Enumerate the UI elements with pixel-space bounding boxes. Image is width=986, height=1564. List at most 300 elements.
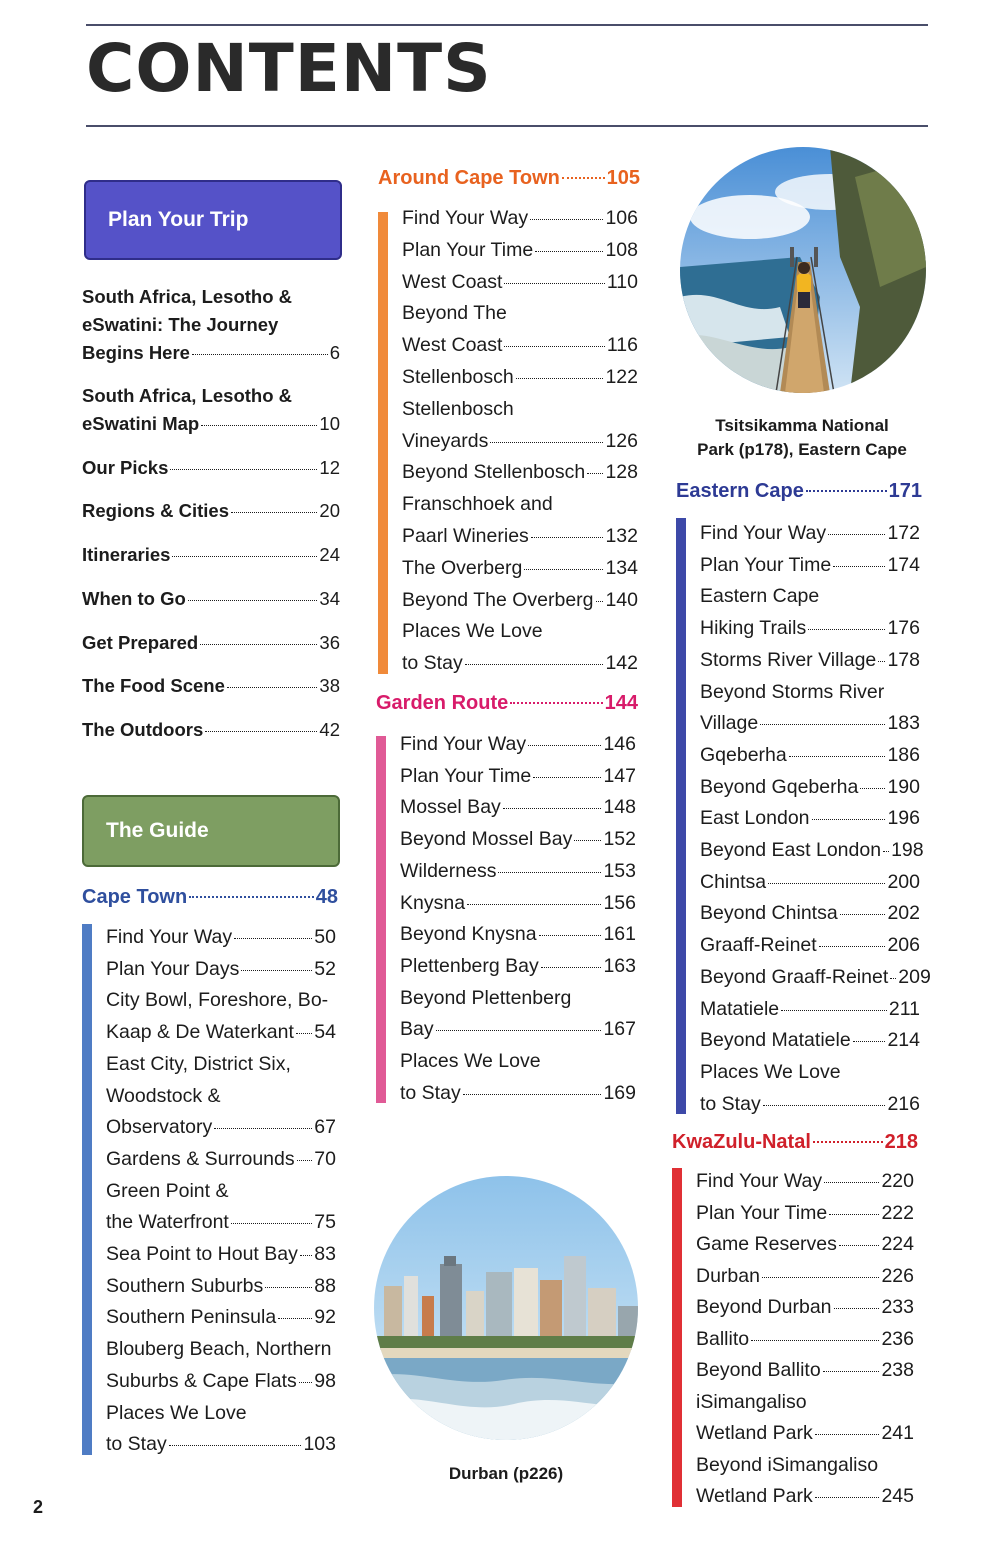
section-title: Garden Route (376, 692, 509, 714)
toc-entry (106, 1144, 336, 1176)
toc-entry (696, 1292, 914, 1324)
page-ref: 24 (319, 544, 340, 565)
page-number: 2 (33, 1497, 44, 1517)
page-ref: 6 (329, 342, 340, 363)
toc-entry (402, 298, 638, 362)
leader-dots (530, 219, 603, 220)
leader-dots (860, 788, 885, 789)
entry-title: Plan Your Time (700, 553, 832, 576)
page-ref: 241 (881, 1422, 914, 1444)
plan-item (82, 454, 340, 482)
page-ref: 38 (319, 675, 340, 696)
suspension-bridge-image (680, 147, 926, 393)
leader-dots (201, 425, 317, 426)
page-ref: 196 (887, 807, 920, 830)
plan-item (82, 672, 340, 700)
page-ref: 214 (887, 1029, 920, 1052)
entry-title: Places We Love (106, 1401, 247, 1424)
entry-title: Southern Peninsula (106, 1306, 277, 1329)
entry-title: Game Reserves (696, 1233, 837, 1255)
toc-entry (700, 867, 920, 899)
toc-entry (400, 761, 636, 793)
leader-dots (297, 1160, 313, 1161)
entry-title: Plettenberg Bay (400, 954, 539, 977)
leader-dots (436, 1030, 602, 1031)
page-ref: 200 (887, 870, 920, 893)
entry-title: Beyond Stellenbosch (402, 461, 586, 484)
section-title: Eastern Cape (676, 480, 804, 502)
toc-entry (400, 824, 636, 856)
page-ref: 202 (887, 902, 920, 925)
leader-dots (562, 177, 605, 179)
entry-title: Stellenbosch (402, 397, 514, 420)
toc-entry (700, 740, 920, 772)
page-ref: 75 (314, 1211, 336, 1234)
entry-title: Southern Suburbs (106, 1274, 264, 1297)
page-ref: 42 (319, 719, 340, 740)
page-ref: 186 (887, 743, 920, 766)
leader-dots (762, 1277, 879, 1278)
plan-item (82, 629, 340, 657)
page-ref: 238 (881, 1359, 914, 1381)
leader-dots (763, 1105, 886, 1106)
leader-dots (528, 745, 601, 746)
entry-title: Beyond iSimangaliso (696, 1453, 879, 1476)
entry-title: Suburbs & Cape Flats (106, 1369, 297, 1392)
entry-title: Bay (400, 1018, 434, 1041)
page-ref: 209 (898, 965, 931, 988)
entry-title: Kaap & De Waterkant (106, 1021, 294, 1044)
toc-entry (700, 994, 920, 1026)
entry-title: Chintsa (700, 870, 767, 893)
entry-title: City Bowl, Foreshore, Bo- (106, 989, 329, 1012)
entry-title: Find Your Way (106, 926, 233, 948)
toc-entry (106, 1398, 336, 1461)
title-rule (86, 125, 928, 127)
entry-title: Beyond Knysna (400, 923, 537, 946)
toc-entry (700, 835, 924, 867)
toc-entry (402, 267, 638, 299)
section-title: Around Cape Town (378, 167, 560, 189)
leader-dots (760, 724, 885, 725)
section-page: 218 (884, 1131, 918, 1153)
leader-dots (265, 1287, 312, 1288)
page-ref: 167 (603, 1018, 636, 1041)
toc-entry (696, 1261, 914, 1293)
entry-title: Observatory (106, 1116, 213, 1139)
section-heading (378, 167, 640, 190)
entry-title: Hiking Trails (700, 617, 807, 640)
leader-dots (299, 1382, 313, 1383)
entry-title: to Stay (400, 1081, 461, 1104)
page-ref: 146 (603, 733, 636, 755)
page-ref: 176 (887, 617, 920, 640)
leader-dots (205, 731, 317, 732)
leader-dots (823, 1371, 880, 1372)
entry-title: Wilderness (400, 859, 497, 882)
entry-title: Beyond Graaff-Reinet (700, 965, 889, 988)
leader-dots (504, 346, 604, 347)
toc-entry (696, 1387, 914, 1450)
entry-title: Beyond East London (700, 839, 882, 861)
page-ref: 163 (603, 954, 636, 977)
toc-entry (402, 235, 638, 267)
entry-title: The Overberg (402, 556, 523, 579)
toc-entry (400, 729, 636, 761)
page-ref: 236 (881, 1327, 914, 1350)
entry-title: eSwatini: The Journey (82, 314, 279, 335)
page-ref: 222 (881, 1201, 914, 1224)
toc-entry (700, 581, 920, 644)
section-heading (82, 886, 338, 909)
entry-title: West Coast (402, 334, 503, 357)
page-ref: 132 (605, 524, 638, 547)
toc-entry (696, 1355, 914, 1387)
page-ref: 147 (603, 764, 636, 787)
page-ref: 126 (605, 429, 638, 452)
leader-dots (535, 251, 603, 252)
leader-dots (463, 1094, 602, 1095)
section-color-bar (82, 924, 92, 1455)
leader-dots (789, 756, 886, 757)
entry-title: to Stay (106, 1433, 167, 1456)
leader-dots (806, 490, 887, 492)
entry-title: Beyond Storms River (700, 680, 885, 703)
page-ref: 216 (887, 1092, 920, 1115)
page-ref: 172 (887, 522, 920, 544)
page-ref: 140 (605, 588, 638, 611)
toc-entry (106, 1239, 336, 1271)
entry-title: Plan Your Time (696, 1201, 828, 1224)
section-color-bar (676, 518, 686, 1114)
toc-entry (400, 951, 636, 983)
page-ref: 10 (319, 413, 340, 434)
toc-entry (106, 1302, 336, 1334)
entry-title: Beyond Ballito (696, 1359, 821, 1381)
entry-title: East London (700, 807, 810, 830)
leader-dots (781, 1010, 887, 1011)
entry-title: Paarl Wineries (402, 524, 529, 547)
leader-dots (227, 687, 318, 688)
toc-entry (402, 616, 638, 680)
page-ref: 128 (605, 461, 638, 484)
page-ref: 156 (603, 891, 636, 914)
entry-title: Beyond Durban (696, 1296, 832, 1318)
leader-dots (300, 1255, 312, 1256)
entry-title: Find Your Way (400, 733, 527, 755)
entry-title: Plan Your Time (402, 238, 534, 261)
section-title: KwaZulu-Natal (672, 1131, 811, 1153)
plan-item (82, 716, 340, 744)
page-ref: 220 (881, 1170, 914, 1192)
toc-entry (402, 203, 638, 235)
toc-entry (402, 457, 638, 489)
leader-dots (834, 1308, 880, 1309)
entry-title: Beyond Matatiele (700, 1029, 851, 1052)
toc-entry (700, 1025, 920, 1057)
top-rule (86, 24, 928, 26)
page-ref: 50 (314, 926, 336, 948)
entry-title: Mossel Bay (400, 796, 501, 819)
leader-dots (200, 644, 317, 645)
entry-title: Get Prepared (82, 632, 199, 653)
leader-dots (833, 566, 885, 567)
entry-title: Beyond Plettenberg (400, 986, 572, 1009)
leader-dots (498, 872, 601, 873)
page-ref: 183 (887, 712, 920, 735)
toc-entry (700, 898, 920, 930)
toc-entry (106, 1271, 336, 1303)
page-ref: 36 (319, 632, 340, 653)
page-ref: 34 (319, 588, 340, 609)
entry-title: Blouberg Beach, Northern (106, 1338, 332, 1361)
leader-dots (169, 1445, 302, 1446)
toc-entry (106, 985, 336, 1048)
leader-dots (296, 1033, 312, 1034)
leader-dots (231, 1223, 312, 1224)
entry-title: South Africa, Lesotho & (82, 385, 293, 406)
entry-title: Wetland Park (696, 1422, 813, 1444)
page-ref: 233 (881, 1296, 914, 1318)
page-ref: 245 (881, 1485, 914, 1507)
toc-entry (400, 856, 636, 888)
page-ref: 20 (319, 500, 340, 521)
leader-dots (504, 283, 604, 284)
toc-entry (402, 394, 638, 458)
leader-dots (510, 702, 602, 704)
caption-line: Tsitsikamma National (715, 416, 889, 435)
section-heading (676, 480, 922, 503)
durban-caption (380, 1462, 632, 1486)
page-ref: 152 (603, 828, 636, 851)
entry-title: Stellenbosch (402, 366, 514, 388)
entry-title: Beyond Mossel Bay (400, 828, 573, 851)
section-color-bar (376, 736, 386, 1103)
entry-title: Places We Love (700, 1060, 841, 1083)
entry-title: West Coast (402, 270, 503, 293)
entry-title: Itineraries (82, 544, 171, 565)
caption-line: Park (p178), Eastern Cape (697, 440, 907, 459)
section-title: Cape Town (82, 886, 188, 908)
leader-dots (839, 1245, 880, 1246)
entry-title: the Waterfront (106, 1211, 229, 1234)
plan-your-trip-box: Plan Your Trip (84, 180, 342, 260)
durban-skyline-image (374, 1176, 638, 1440)
toc-entry (700, 803, 920, 835)
leader-dots (587, 473, 603, 474)
leader-dots (531, 537, 604, 538)
entry-title: to Stay (402, 652, 463, 675)
entry-title: Find Your Way (696, 1170, 823, 1192)
plan-item (82, 541, 340, 569)
page-ref: 148 (603, 796, 636, 819)
section-heading (376, 692, 638, 715)
leader-dots (768, 883, 885, 884)
entry-title: Village (700, 712, 759, 735)
page-ref: 108 (605, 238, 638, 261)
entry-title: Beyond Chintsa (700, 902, 838, 925)
leader-dots (234, 938, 312, 939)
page-ref: 134 (605, 556, 638, 579)
entry-title: Beyond The (402, 302, 507, 325)
entry-title: Places We Love (402, 620, 543, 643)
toc-entry (700, 962, 931, 994)
entry-title: Sea Point to Hout Bay (106, 1243, 298, 1265)
leader-dots (883, 851, 889, 852)
toc-entry (696, 1229, 914, 1261)
entry-title: Wetland Park (696, 1485, 813, 1507)
tsitsikamma-caption (682, 414, 922, 462)
leader-dots (815, 1497, 880, 1498)
toc-entry (400, 919, 636, 951)
entry-title: Vineyards (402, 429, 489, 452)
page-ref: 12 (319, 457, 340, 478)
toc-entry (696, 1166, 914, 1198)
toc-entry (700, 772, 920, 804)
leader-dots (490, 442, 603, 443)
page-ref: 174 (887, 553, 920, 576)
entry-title: Matatiele (700, 997, 780, 1020)
page-ref: 161 (603, 923, 636, 946)
page-ref: 178 (887, 648, 920, 671)
toc-entry (400, 1046, 636, 1109)
toc-entry (400, 983, 636, 1046)
toc-entry (700, 550, 920, 582)
leader-dots (574, 840, 601, 841)
page-ref: 98 (314, 1369, 336, 1392)
entry-title: Green Point & (106, 1179, 229, 1202)
page-ref: 142 (605, 652, 638, 675)
entry-title: Gqeberha (700, 743, 787, 766)
entry-title: Gardens & Surrounds (106, 1147, 295, 1170)
page-ref: 211 (888, 997, 920, 1020)
page-ref: 92 (314, 1306, 336, 1329)
entry-title: Graaff-Reinet (700, 934, 817, 957)
leader-dots (214, 1128, 312, 1129)
entry-title: Knysna (400, 891, 466, 914)
page-ref: 83 (314, 1243, 336, 1265)
entry-title: Franschhoek and (402, 493, 553, 516)
page-ref: 70 (314, 1147, 336, 1170)
toc-entry (402, 362, 638, 394)
entry-title: Places We Love (400, 1050, 541, 1072)
toc-entry (402, 553, 638, 585)
tsitsikamma-photo (680, 147, 926, 393)
caption-line: Durban (p226) (448, 1464, 564, 1483)
entry-title: iSimangaliso (696, 1390, 807, 1413)
leader-dots (189, 896, 314, 898)
leader-dots (878, 661, 885, 662)
entry-title: The Outdoors (82, 719, 204, 740)
entry-title: Durban (696, 1264, 760, 1287)
section-color-bar (672, 1168, 682, 1507)
toc-entry (696, 1198, 914, 1230)
page-ref: 54 (314, 1021, 336, 1044)
plan-item (82, 283, 340, 367)
leader-dots (278, 1318, 312, 1319)
page-ref: 106 (605, 207, 638, 229)
leader-dots (813, 1141, 883, 1143)
entry-title: Plan Your Time (400, 764, 532, 787)
entry-title: The Food Scene (82, 675, 225, 696)
leader-dots (516, 378, 604, 379)
leader-dots (533, 777, 601, 778)
entry-title: When to Go (82, 588, 186, 609)
leader-dots (241, 970, 312, 971)
entry-title: Eastern Cape (700, 585, 820, 608)
leader-dots (815, 1434, 880, 1435)
durban-photo (374, 1176, 638, 1440)
entry-title: Ballito (696, 1327, 750, 1350)
toc-entry (400, 888, 636, 920)
leader-dots (853, 1041, 886, 1042)
the-guide-box: The Guide (82, 795, 340, 867)
toc-entry (700, 930, 920, 962)
entry-title: Plan Your Days (106, 957, 240, 980)
page-ref: 110 (606, 270, 638, 293)
toc-entry (696, 1324, 914, 1356)
entry-title: Beyond The Overberg (402, 588, 594, 611)
toc-entry (400, 792, 636, 824)
entry-title: Our Picks (82, 457, 169, 478)
page-ref: 169 (603, 1081, 636, 1104)
toc-entry (700, 645, 920, 677)
entry-title: East City, District Six, (106, 1052, 291, 1075)
leader-dots (828, 534, 885, 535)
page-ref: 198 (891, 839, 924, 861)
section-page: 105 (606, 167, 640, 189)
page-ref: 226 (881, 1264, 914, 1287)
leader-dots (596, 601, 604, 602)
page-title: CONTENTS (86, 30, 492, 107)
leader-dots (539, 935, 602, 936)
leader-dots (170, 469, 317, 470)
plan-item (82, 585, 340, 613)
section-page: 144 (604, 692, 638, 714)
page-ref: 190 (887, 775, 920, 798)
page-ref: 88 (314, 1274, 336, 1297)
leader-dots (192, 354, 328, 355)
section-color-bar (378, 212, 388, 674)
leader-dots (541, 967, 602, 968)
toc-entry (700, 677, 920, 740)
leader-dots (829, 1214, 879, 1215)
toc-entry (700, 1057, 920, 1120)
entry-title: Woodstock & (106, 1084, 221, 1107)
page-ref: 103 (303, 1433, 336, 1456)
toc-entry (106, 1176, 336, 1239)
leader-dots (824, 1182, 879, 1183)
leader-dots (808, 629, 885, 630)
page-ref: 116 (606, 334, 638, 357)
entry-title: eSwatini Map (82, 413, 200, 434)
leader-dots (503, 808, 602, 809)
plan-item (82, 382, 340, 438)
page-ref: 153 (603, 859, 636, 882)
page-ref: 122 (605, 366, 638, 388)
section-page: 48 (315, 886, 338, 908)
leader-dots (467, 904, 601, 905)
leader-dots (751, 1340, 879, 1341)
toc-entry (106, 1334, 336, 1397)
toc-entry (696, 1450, 914, 1513)
entry-title: Beyond Gqeberha (700, 775, 859, 798)
toc-entry (402, 489, 638, 553)
section-heading (672, 1131, 918, 1154)
entry-title: Storms River Village (700, 648, 877, 671)
entry-title: South Africa, Lesotho & (82, 286, 293, 307)
toc-entry (106, 954, 336, 986)
